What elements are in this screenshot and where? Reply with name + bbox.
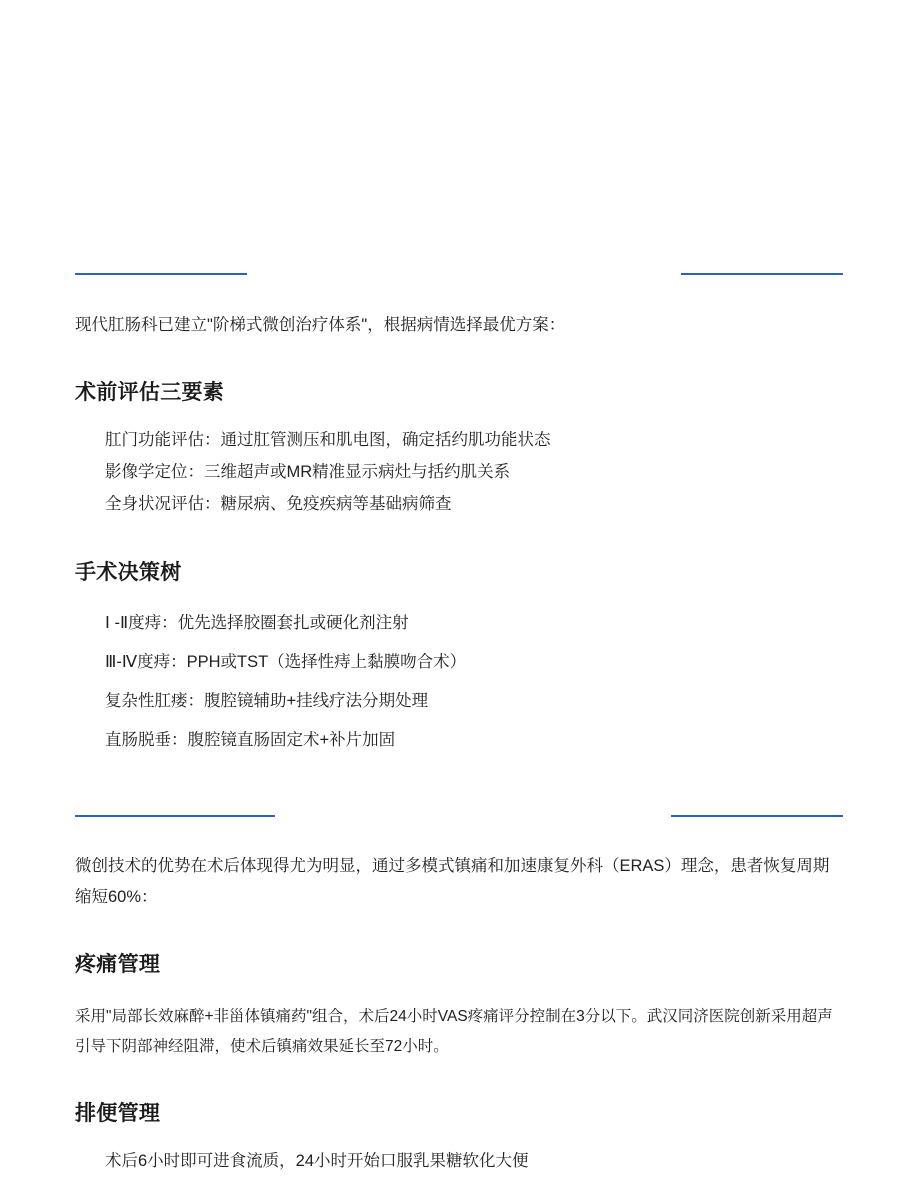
list-item: 全身状况评估：糖尿病、免疫疾病等基础病筛查 (105, 495, 452, 514)
list-item: 术后6小时即可进食流质，24小时开始口服乳果糖软化大便 (105, 1152, 529, 1171)
spacer (75, 759, 843, 797)
bowel-management-list (75, 1145, 843, 1177)
list-item: 肛门功能评估：通过肛管测压和肌电图，确定括约肌功能状态 (105, 430, 551, 449)
section-heading-decision-tree: 手术决策树 (75, 561, 182, 585)
divider-left-segment (75, 273, 247, 275)
divider-right-segment (681, 273, 843, 275)
surgical-decision-list (75, 604, 843, 759)
section-heading-bowel: 排便管理 (75, 1102, 161, 1126)
list-item: 直肠脱垂：腹腔镜直肠固定术+补片加固 (105, 730, 396, 749)
section-heading-preop: 术前评估三要素 (75, 380, 225, 404)
list-item: 影像学定位：三维超声或MR精准显示病灶与括约肌关系 (105, 463, 511, 482)
divider-rule-top (75, 255, 843, 285)
top-spacer (75, 0, 843, 255)
list-item: Ⅲ-Ⅳ度痔：PPH或TST（选择性痔上黏膜吻合术） (105, 653, 467, 672)
section-heading-pain: 疼痛管理 (75, 953, 161, 977)
pain-management-text: 采用"局部长效麻醉+非甾体镇痛药"组合，术后24小时VAS疼痛评分控制在3分以下。武汉同济医院创新采用超声引导下阴部神经阻滞，使术后镇痛效果延长至72小时。 (75, 1008, 833, 1055)
list-item: Ⅰ -Ⅱ度痔：优先选择胶圈套扎或硬化剂注射 (105, 614, 409, 633)
divider-right-segment (671, 815, 843, 817)
second-intro-paragraph: 微创技术的优势在术后体现得尤为明显，通过多模式镇痛和加速康复外科（ERAS）理念，患者恢复周期缩短60%： (75, 857, 830, 906)
intro-paragraph: 现代肛肠科已建立"阶梯式微创治疗体系"，根据病情选择最优方案： (75, 316, 566, 334)
preop-assessment-list (75, 424, 843, 521)
list-item: 复杂性肛瘘：腹腔镜辅助+挂线疗法分期处理 (105, 691, 429, 710)
divider-rule-middle (75, 797, 843, 827)
divider-left-segment (75, 815, 275, 817)
